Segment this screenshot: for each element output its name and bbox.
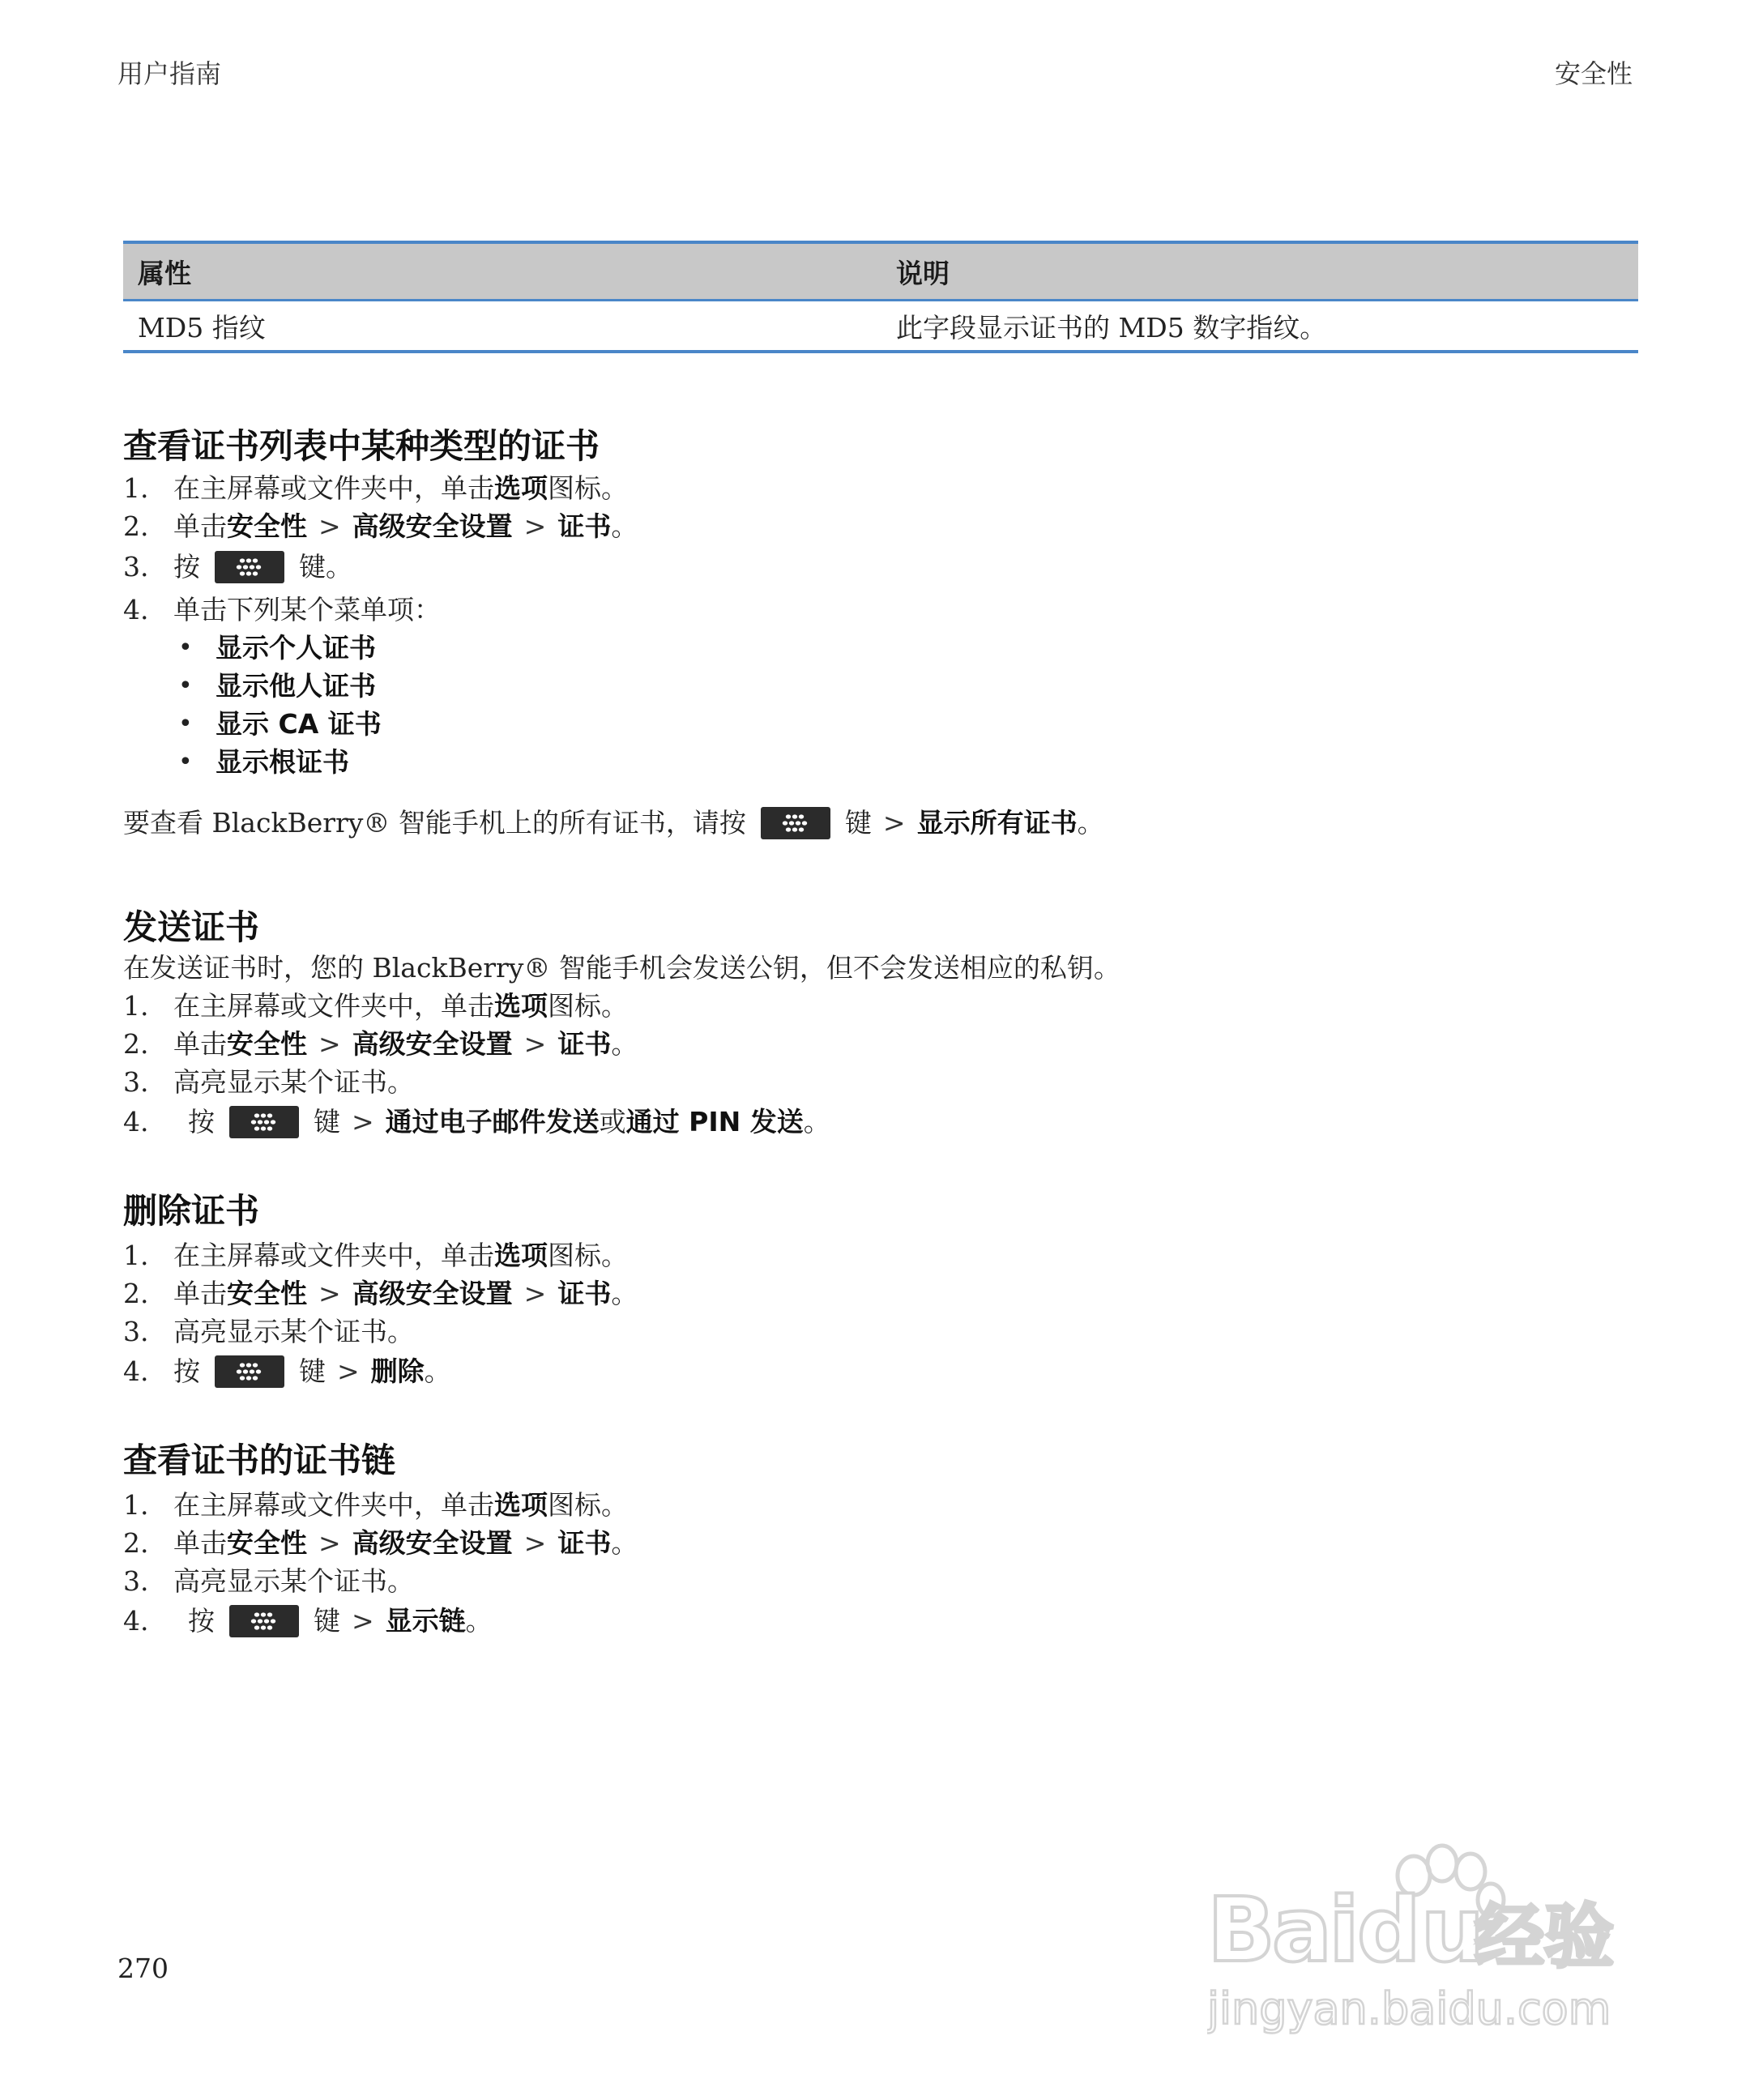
bullet-text: 显示根证书	[216, 746, 349, 778]
page-number: 270	[117, 1953, 169, 1984]
step-bold: 选项	[494, 1240, 548, 1271]
step-text: 图标。	[548, 1240, 628, 1271]
separator: >	[352, 1106, 374, 1138]
step-text: 单击	[173, 1527, 227, 1559]
step-bold: 安全性	[227, 1028, 307, 1060]
step-bold: 证书	[557, 510, 612, 542]
note-bold: 显示所有证书	[916, 807, 1078, 839]
step-number: 4.	[123, 1355, 149, 1387]
step-bold: 高级安全设置	[352, 1278, 513, 1309]
step-text: 单击下列某个菜单项：	[173, 594, 441, 625]
blackberry-menu-key-icon	[229, 1106, 299, 1138]
bullet-item	[178, 630, 376, 667]
step-text: 高亮显示某个证书。	[173, 1316, 414, 1347]
separator: >	[523, 1028, 547, 1060]
step-text: 图标。	[548, 990, 628, 1022]
column-header-attribute: 属性	[138, 257, 191, 289]
bullet-item	[178, 668, 376, 705]
step-bold: 安全性	[227, 1278, 307, 1309]
step-bold: 选项	[494, 990, 548, 1022]
step-bold: 通过 PIN 发送	[625, 1106, 804, 1138]
step-text: 。	[803, 1106, 830, 1138]
bullet-text: 显示他人证书	[216, 670, 376, 702]
list-item	[123, 591, 441, 629]
step-number: 1.	[123, 1489, 149, 1521]
section-title-delete: 删除证书	[123, 1191, 260, 1231]
list-item	[123, 508, 638, 545]
list-item	[123, 1026, 638, 1063]
intro-text: 在发送证书时，您的 BlackBerry® 智能手机会发送公钥，但不会发送相应的私钥。	[123, 952, 1120, 984]
step-text: 。	[611, 1028, 638, 1060]
bullet-icon: •	[178, 672, 193, 700]
step-text: 在主屏幕或文件夹中，单击	[173, 1240, 494, 1271]
step-bold: 安全性	[227, 510, 307, 542]
separator: >	[882, 807, 906, 839]
separator: >	[318, 1527, 341, 1559]
header-left: 用户指南	[117, 58, 222, 89]
step-bold: 高级安全设置	[352, 1527, 513, 1559]
table-cell-description: 此字段显示证书的 MD5 数字指纹。	[896, 311, 1327, 344]
intro-line	[123, 950, 1120, 987]
step-text: 键。	[299, 551, 352, 583]
step-text: 键	[314, 1605, 340, 1637]
step-number: 2.	[123, 510, 149, 542]
step-text: 单击	[173, 1278, 227, 1309]
step-bold: 证书	[557, 1028, 612, 1060]
note-text: 键	[844, 807, 872, 839]
step-bold: 高级安全设置	[352, 510, 513, 542]
section-title-chain: 查看证书的证书链	[123, 1441, 396, 1480]
separator: >	[337, 1355, 360, 1387]
separator: >	[352, 1605, 374, 1637]
bullet-icon: •	[178, 748, 193, 776]
step-text: 按	[173, 551, 200, 583]
step-text: 按	[188, 1605, 215, 1637]
step-bold: 通过电子邮件发送	[385, 1106, 600, 1138]
blackberry-menu-key-icon	[215, 1355, 284, 1388]
step-text: 按	[173, 1355, 200, 1387]
step-text: 按	[188, 1106, 215, 1138]
svg-text:jingyan.baidu.com: jingyan.baidu.com	[1207, 1983, 1611, 2034]
step-number: 1.	[123, 990, 149, 1022]
list-item	[123, 1237, 628, 1274]
list-item	[123, 1064, 414, 1101]
step-text: 或	[599, 1106, 626, 1138]
step-number: 3.	[123, 1565, 149, 1597]
step-bold: 删除	[370, 1355, 425, 1387]
list-item	[123, 1275, 638, 1312]
step-number: 2.	[123, 1278, 149, 1309]
step-bold: 安全性	[227, 1527, 307, 1559]
bullet-item	[178, 744, 349, 781]
step-text: 键	[314, 1106, 340, 1138]
step-bold: 高级安全设置	[352, 1028, 513, 1060]
baidu-jingyan-watermark	[1207, 1839, 1628, 2042]
list-item	[123, 1487, 628, 1524]
step-number: 1.	[123, 472, 149, 504]
separator: >	[523, 1527, 547, 1559]
list-item	[123, 548, 352, 586]
note-line	[123, 805, 1104, 842]
list-item	[123, 1353, 451, 1390]
step-text: 。	[424, 1355, 451, 1387]
step-number: 4.	[123, 1605, 149, 1637]
bullet-text: 显示 CA 证书	[216, 708, 382, 740]
table-header-row	[123, 241, 1638, 301]
step-text: 单击	[173, 510, 227, 542]
separator: >	[318, 510, 341, 542]
list-item	[123, 1313, 414, 1351]
step-text: 在主屏幕或文件夹中，单击	[173, 990, 494, 1022]
step-text: 在主屏幕或文件夹中，单击	[173, 1489, 494, 1521]
separator: >	[523, 510, 547, 542]
bullet-text: 显示个人证书	[216, 632, 376, 664]
svg-text:Bai: Bai	[1207, 1878, 1356, 1982]
step-number: 3.	[123, 1066, 149, 1098]
separator: >	[318, 1278, 341, 1309]
table-row	[123, 301, 1638, 353]
bullet-icon: •	[178, 710, 193, 738]
step-text: 。	[611, 510, 638, 542]
step-text: 。	[611, 1527, 638, 1559]
step-number: 4.	[123, 594, 149, 625]
header-right: 安全性	[1554, 58, 1633, 89]
list-item	[123, 988, 628, 1025]
step-text: 单击	[173, 1028, 227, 1060]
step-number: 2.	[123, 1028, 149, 1060]
step-bold: 证书	[557, 1278, 612, 1309]
step-number: 3.	[123, 1316, 149, 1347]
blackberry-menu-key-icon	[215, 551, 284, 583]
step-text: 。	[465, 1605, 493, 1637]
blackberry-menu-key-icon	[229, 1605, 299, 1637]
column-header-description: 说明	[896, 257, 950, 289]
svg-text:经验: 经验	[1475, 1897, 1614, 1978]
step-text: 。	[611, 1278, 638, 1309]
section-title-view-type: 查看证书列表中某种类型的证书	[123, 426, 600, 466]
list-item	[123, 1563, 414, 1600]
step-bold: 证书	[557, 1527, 612, 1559]
separator: >	[523, 1278, 547, 1309]
step-bold: 显示链	[385, 1605, 466, 1637]
step-number: 2.	[123, 1527, 149, 1559]
svg-text:du: du	[1357, 1878, 1485, 1982]
step-text: 图标。	[548, 1489, 628, 1521]
section-title-send: 发送证书	[123, 907, 260, 947]
step-text: 高亮显示某个证书。	[173, 1066, 414, 1098]
step-bold: 选项	[494, 472, 548, 504]
step-number: 4.	[123, 1106, 149, 1138]
bullet-item	[178, 706, 382, 743]
note-text: 要查看 BlackBerry® 智能手机上的所有证书，请按	[123, 807, 746, 839]
list-item	[123, 470, 628, 507]
blackberry-menu-key-icon	[761, 807, 830, 839]
attribute-table	[123, 241, 1638, 353]
table-cell-attribute: MD5 指纹	[138, 311, 266, 344]
separator: >	[318, 1028, 341, 1060]
step-text: 在主屏幕或文件夹中，单击	[173, 472, 494, 504]
step-text: 图标。	[548, 472, 628, 504]
step-bold: 选项	[494, 1489, 548, 1521]
bullet-icon: •	[178, 634, 193, 662]
step-number: 1.	[123, 1240, 149, 1271]
step-text: 高亮显示某个证书。	[173, 1565, 414, 1597]
step-text: 键	[299, 1355, 326, 1387]
list-item	[123, 1103, 830, 1141]
list-item	[123, 1603, 493, 1640]
note-text: 。	[1077, 807, 1104, 839]
list-item	[123, 1525, 638, 1562]
step-number: 3.	[123, 551, 149, 583]
